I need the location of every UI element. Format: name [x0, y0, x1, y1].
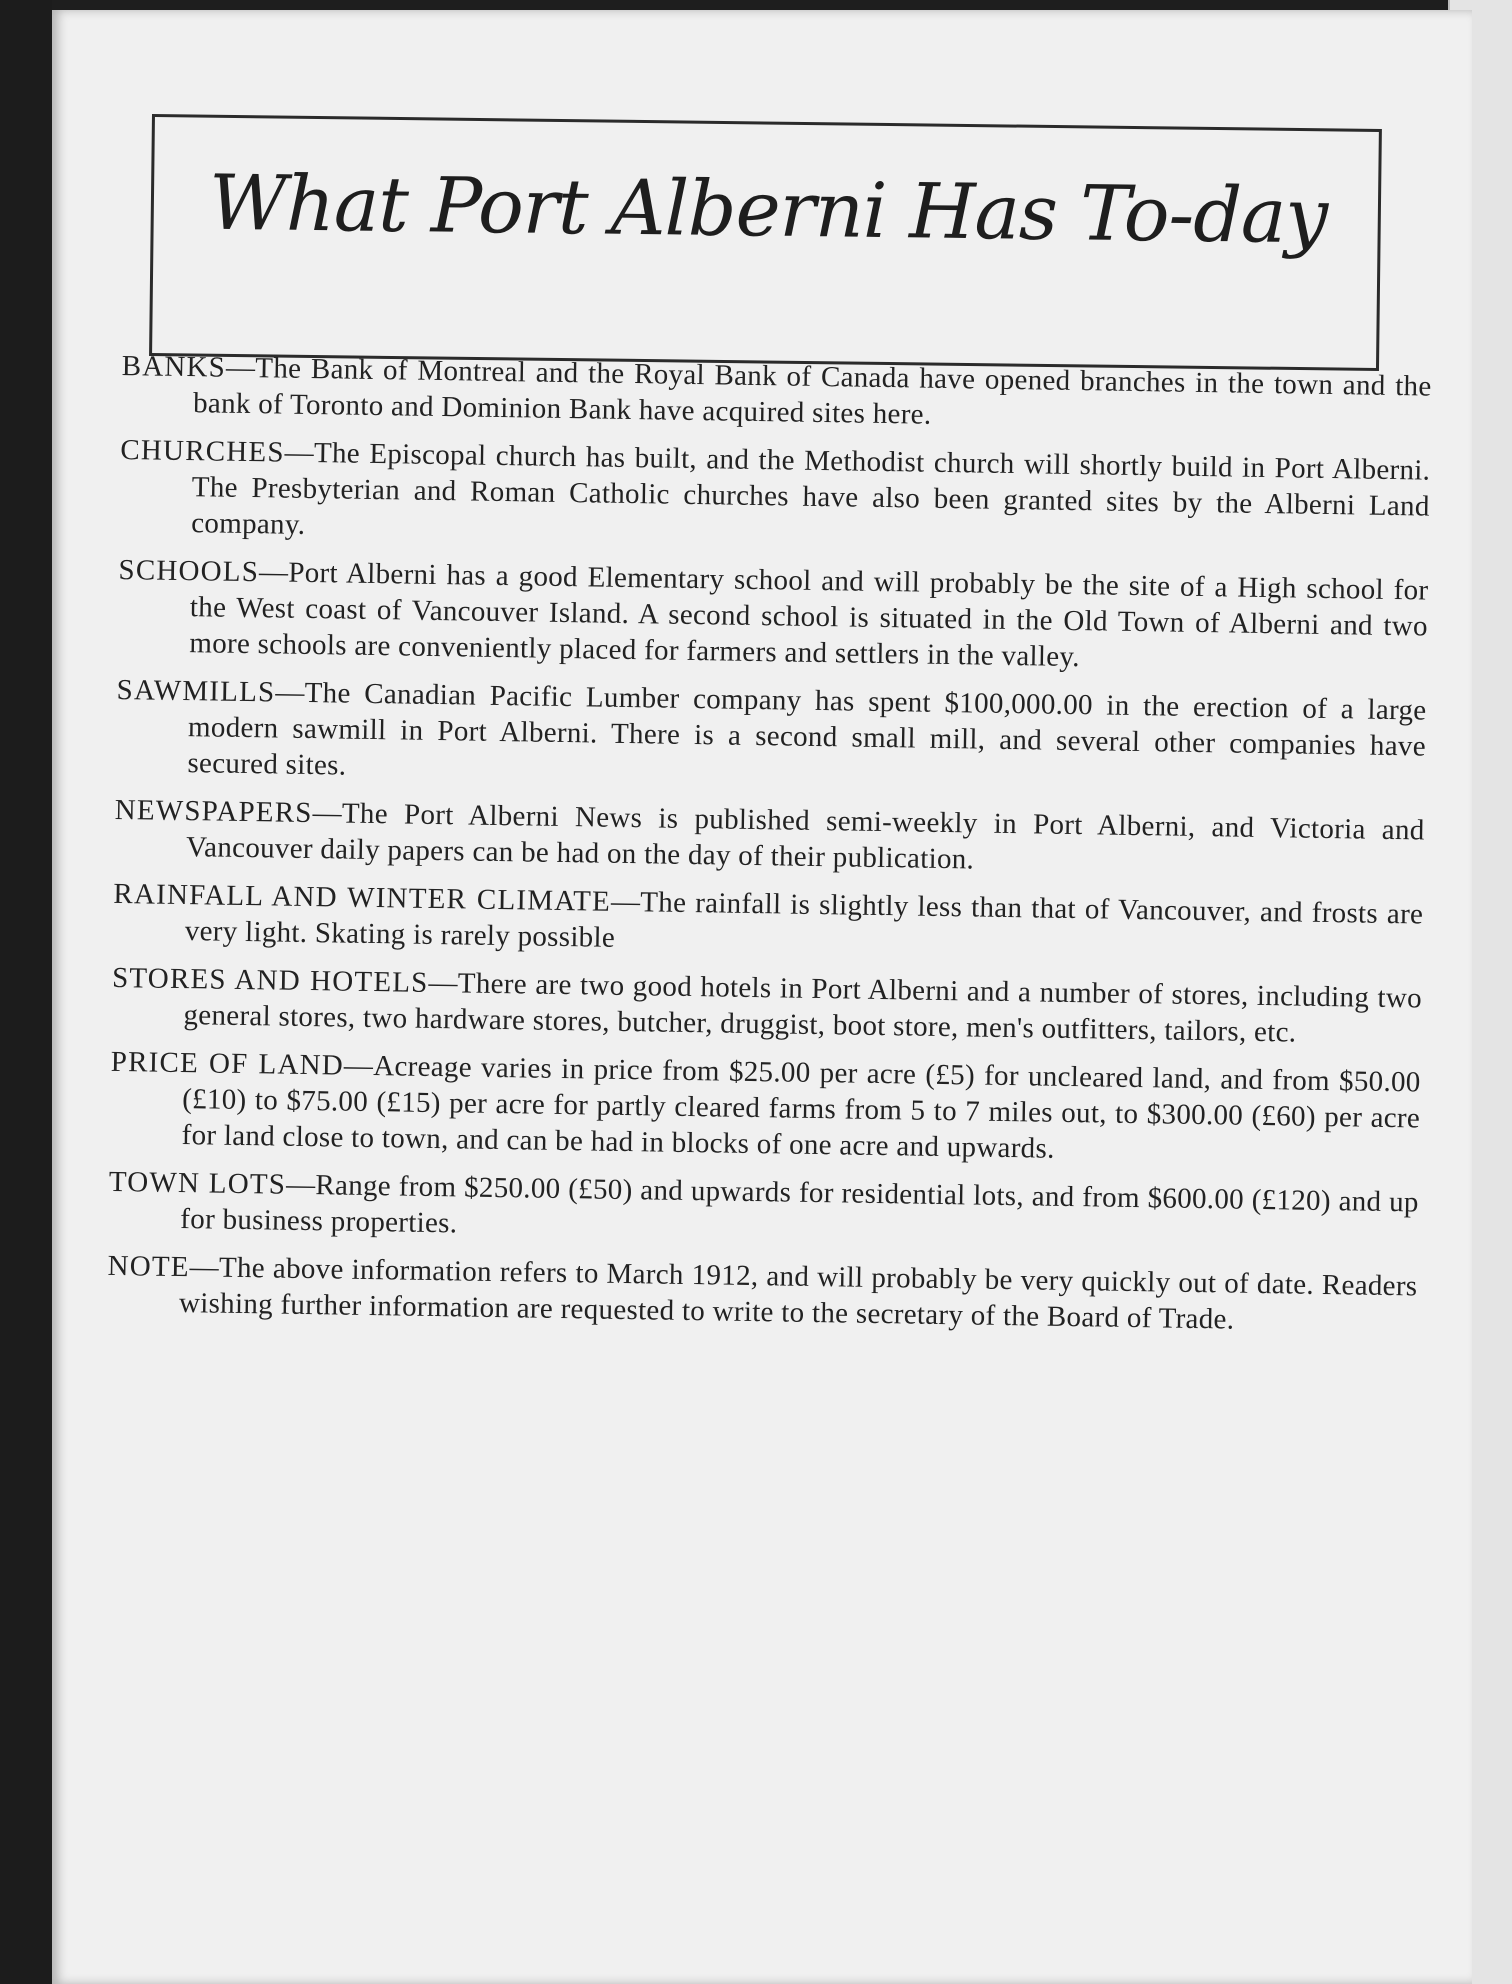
entry-heading: TOWN LOTS — [108, 1165, 287, 1201]
entry-churches: CHURCHES—The Episcopal church has built, and the Methodist church will shortly build in Port Alberni. The Presbyterian and Roman Catholic churches have also been granted sites by the Alberni Land company. — [120, 433, 1431, 541]
entry-text: Range from $250.00 (£50) and upwards for residential lots, and from $600.00 (£120) and up for business properties. — [180, 1169, 1420, 1240]
entry-note: NOTE—The above information refers to March 1912, and will probably be very quickly out of date. Readers wishing further information are requested to write to the secretary of the Board of Trade. — [107, 1249, 1418, 1336]
page-title: What Port Alberni Has To-day — [208, 157, 1328, 261]
entry-heading: SAWMILLS — [116, 673, 276, 709]
entry-heading: NOTE — [107, 1249, 190, 1284]
entry-heading: CHURCHES — [120, 433, 285, 469]
entry-text: The Canadian Pacific Lumber company has spent $100,000.00 in the erection of a large modern sawmill in Port Alberni. There is a second small mill, and several other companies have secured sites. — [187, 676, 1427, 782]
entry-climate: RAINFALL AND WINTER CLIMATE—The rainfall is slightly less than that of Vancouver, and frosts are very light. Skating is rarely possible — [113, 877, 1424, 954]
entry-heading: BANKS — [121, 349, 227, 384]
entry-heading: STORES AND HOTELS — [111, 961, 429, 999]
entry-heading: NEWSPAPERS — [114, 793, 313, 830]
entry-heading: PRICE OF LAND — [110, 1045, 345, 1082]
entry-stores-hotels: STORES AND HOTELS—There are two good hotels in Port Alberni and a number of stores, including two general stores, two hardware stores, butcher, druggist, boot store, men's outfitters, tailors, etc. — [111, 961, 1423, 1049]
entry-heading: SCHOOLS — [118, 553, 260, 589]
scan-border-left — [0, 0, 52, 1984]
entry-text: The Port Alberni News is published semi-weekly in Port Alberni, and Victoria and Vancouver daily papers can be had on the day of their publication. — [185, 797, 1425, 876]
entry-town-lots: TOWN LOTS—Range from $250.00 (£50) and upwards for residential lots, and from $600.00 (£120) and up for business properties. — [108, 1165, 1420, 1240]
entry-schools: SCHOOLS—Port Alberni has a good Elementary school and will probably be the site of a High school for the West coast of Vancouver Island. A second school is situated in the Old Town of Alberni and two more schools are conveniently placed for farmers and settlers in the valley. — [118, 553, 1429, 674]
entry-sawmills: SAWMILLS—The Canadian Pacific Lumber company has spent $100,000.00 in the erection of a large modern sawmill in Port Alberni. There is a second small mill, and several other companies have secured sites. — [116, 673, 1427, 782]
entry-text: The Bank of Montreal and the Royal Bank of Canada have opened branches in the town and the bank of Toronto and Dominion Bank have acquired sites here. — [192, 352, 1432, 431]
entry-text: Acreage varies in price from $25.00 per acre (£5) for uncleared land, and from $50.00 (£10) to $75.00 (£15) per acre for partly cleared farms from 5 to 7 miles out, to $300.00 (£60) per acre for land close to town, and can be had in blocks of one acre and upwards. — [181, 1050, 1421, 1165]
document-page — [52, 10, 1472, 1984]
entry-text: The rainfall is slightly less than that of Vancouver, and frosts are very light. Skating is rarely possible — [184, 886, 1424, 954]
entry-text: The Episcopal church has built, and the Methodist church will shortly build in Port Alberni. The Presbyterian and Roman Catholic churches have also been granted sites by the Alberni Land company. — [191, 437, 1431, 541]
title-box — [149, 114, 1382, 371]
entry-newspapers: NEWSPAPERS—The Port Alberni News is published semi-weekly in Port Alberni, and Victoria and Vancouver daily papers can be had on the day of their publication. — [114, 793, 1425, 876]
entry-banks: BANKS—The Bank of Montreal and the Royal Bank of Canada have opened branches in the town and the bank of Toronto and Dominion Bank have acquired sites here. — [121, 349, 1432, 431]
entry-text: There are two good hotels in Port Alberni and a number of stores, including two general stores, two hardware stores, butcher, druggist, boot store, men's outfitters, tailors, etc. — [183, 967, 1423, 1049]
entry-heading: RAINFALL AND WINTER CLIMATE — [113, 877, 612, 918]
content-body — [107, 348, 1432, 1352]
entry-text: Port Alberni has a good Elementary school and will probably be the site of a High school for the West coast of Vancouver Island. A second school is situated in the Old Town of Alberni and two more schools are conveniently placed for farmers and settlers in the valley. — [189, 556, 1429, 674]
entry-price-of-land: PRICE OF LAND—Acreage varies in price from $25.00 per acre (£5) for uncleared land, and from $50.00 (£10) to $75.00 (£15) per acre for partly cleared farms from 5 to 7 miles out, to $300.00 (£60) per acre for land close to town, and can be had in blocks of one acre and upwards. — [110, 1045, 1421, 1165]
entry-text: The above information refers to March 1912, and will probably be very quickly out of date. Readers wishing further information are requested to write to the secretary of the Board of Trade. — [178, 1251, 1418, 1336]
